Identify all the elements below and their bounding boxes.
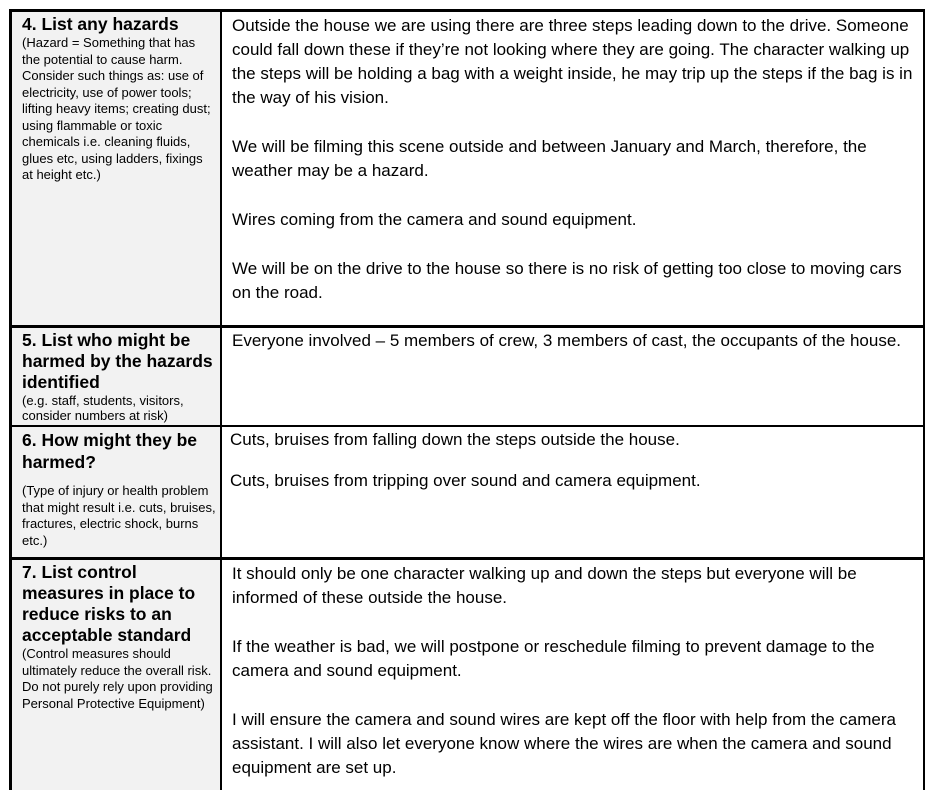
control-measures-paragraph: I will ensure the camera and sound wires are kept off the floor with help from the camera assistant. I will also let everyone know where the wires are when the camera and sound equipment are set up. [232,710,896,777]
who-harmed-content-cell [222,328,925,425]
who-harmed-paragraph: Everyone involved – 5 members of crew, 3 members of cast, the occupants of the house. [232,331,902,350]
how-harmed-paragraph: Cuts, bruises from tripping over sound and camera equipment. [230,471,701,490]
table-row-who-harmed [9,328,925,425]
control-measures-label-cell [9,560,222,790]
table-row-control-measures [9,560,925,790]
control-measures-content-cell [222,560,925,790]
who-harmed-heading: 5. List who might be harmed by the hazards identified [22,330,213,392]
how-harmed-heading: 6. How might they be harmed? [22,430,198,472]
hazards-paragraph: Outside the house we are using there are three steps leading down to the drive. Someone could fall down these if they’re not looking where they are going. The character walking up the steps will be holding a bag with a weight inside, he may trip up the steps if the bag is in the way of his vision. [232,16,913,107]
hazards-paragraph: We will be on the drive to the house so there is no risk of getting too close to moving cars on the road. [232,259,902,302]
how-harmed-content-cell [222,427,925,557]
hazards-paragraph: Wires coming from the camera and sound equipment. [232,210,637,229]
table-row-how-harmed [9,427,925,557]
hazards-paragraph: We will be filming this scene outside and between January and March, therefore, the weather may be a hazard. [232,137,867,180]
hazards-content-cell [222,12,925,325]
how-harmed-description: (Type of injury or health problem that might result i.e. cuts, bruises, fractures, electric shock, burns etc.) [22,483,216,548]
hazards-label-cell [9,12,222,325]
how-harmed-paragraph: Cuts, bruises from falling down the steps outside the house. [230,430,680,449]
control-measures-description: (Control measures should ultimately reduce the overall risk. Do not purely rely upon providing Personal Protective Equipment) [22,646,213,711]
hazards-heading: 4. List any hazards [22,14,179,34]
who-harmed-label-cell [9,328,222,425]
how-harmed-label-cell [9,427,222,557]
control-measures-paragraph: If the weather is bad, we will postpone or reschedule filming to prevent damage to the camera and sound equipment. [232,637,875,680]
control-measures-paragraph: It should only be one character walking up and down the steps but everyone will be informed of these outside the house. [232,564,857,607]
control-measures-heading: 7. List control measures in place to reduce risks to an acceptable standard [22,562,196,645]
table-row-hazards [9,12,925,325]
hazards-description: (Hazard = Something that has the potential to cause harm. Consider such things as: use of electricity, use of power tools; lifting heavy items; creating dust; using flammable or toxic chemicals i.e. cleaning fluids, glues etc, using ladders, fixings at height etc.) [22,35,211,182]
who-harmed-description: (e.g. staff, students, visitors, consider numbers at risk) [22,393,184,423]
